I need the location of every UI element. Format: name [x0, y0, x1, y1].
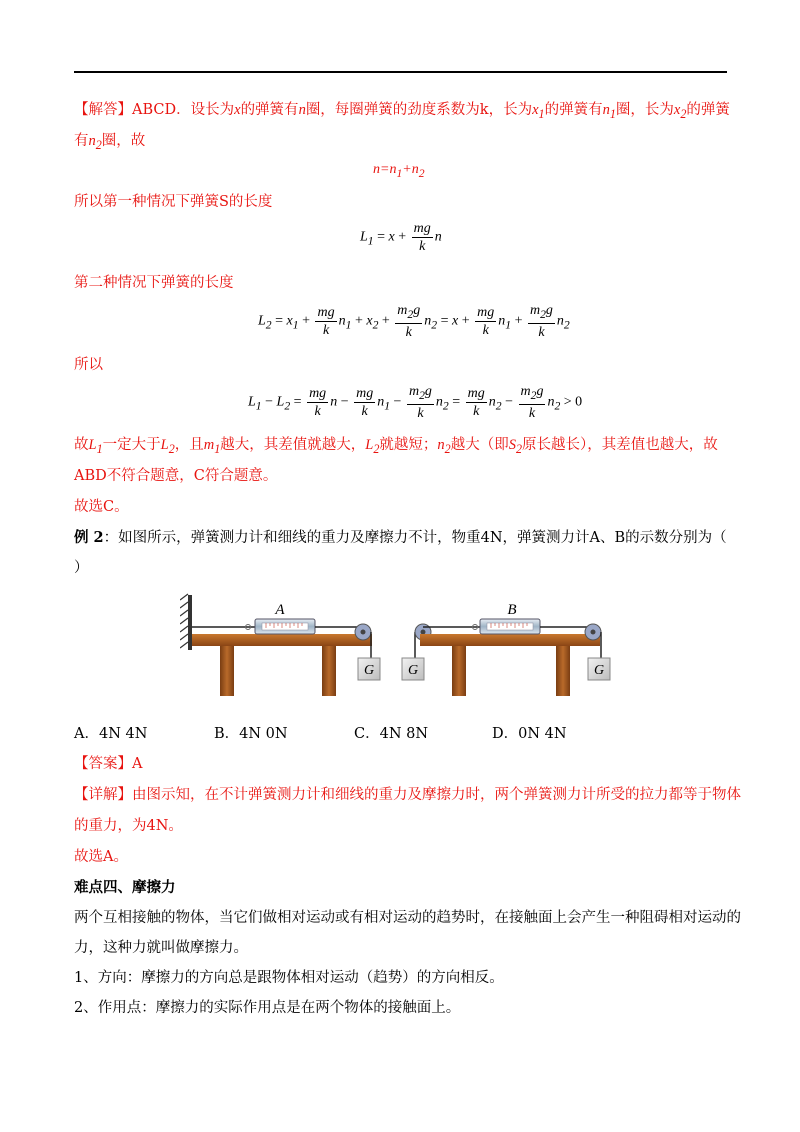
header-rule — [74, 71, 727, 73]
weight-label: G — [363, 663, 375, 678]
point-2: 2、作用点：摩擦力的实际作用点是在两个物体的接触面上。 — [74, 1000, 461, 1016]
paragraph-line-1: 两个互相接触的物体，当它们做相对运动或有相对运动的趋势时，在接触面上会产生一种阻碍相对运动的 — [74, 910, 741, 926]
option-d: D．0N 4N — [492, 726, 567, 742]
scale-window — [262, 623, 308, 630]
solution-line-4: 第二种情况下弹簧的长度 — [74, 275, 234, 291]
explanation-line-2: 的重力，为4N。 — [74, 818, 183, 834]
example-2-question-end: ） — [74, 560, 89, 576]
solution-line-8: 故选C。 — [74, 499, 129, 515]
table-leg — [556, 646, 570, 696]
table-top-b — [420, 634, 600, 646]
solution-line-7: ABD不符合题意，C符合题意。 — [74, 468, 278, 484]
weight-label: G — [407, 663, 419, 678]
solution-line-1: 【解答】ABCD．设长为x的弹簧有n圈，每圈弹簧的劲度系数为k，长为$x_1$的弹簧有$n_1$圈，长为$x_2$的弹簧 — [74, 102, 730, 121]
option-b: B．4N 0N — [214, 726, 288, 742]
equation-L2: $L_2 = x_1$ + $\frac{mg}{k}$ $n_1 + x_2$ + $\frac{m_2g}{k}$ $n_2 = x$ + $\frac{mg}{k}$ $n_1$ + $\frac{m_2g}{k}$ $n_2$ — [258, 303, 570, 340]
setup-b — [402, 602, 610, 696]
setup-a — [180, 594, 380, 696]
equation-L1: $L_1 = x$ + $\frac{mg}{k}$ n — [360, 221, 442, 254]
explanation-line-1: 【详解】由图示知，在不计弹簧测力计和细线的重力及摩擦力时，两个弹簧测力计所受的拉力都等于物体 — [74, 787, 741, 803]
point-1: 1、方向：摩擦力的方向总是跟物体相对运动（趋势）的方向相反。 — [74, 970, 504, 986]
solution-line-5: 所以 — [74, 357, 103, 373]
wall — [188, 595, 192, 650]
weight-label: G — [593, 663, 605, 678]
table-top-a — [192, 634, 372, 646]
option-c: C．4N 8N — [354, 726, 429, 742]
answer-options — [74, 724, 634, 744]
wall-hatching — [180, 594, 188, 648]
example-2-label: 例 2 — [74, 529, 104, 546]
section-heading: 难点四、摩擦力 — [74, 879, 176, 896]
table-leg — [322, 646, 336, 696]
scale-window — [487, 623, 533, 630]
solution-line-3: 所以第一种情况下弹簧S的长度 — [74, 194, 273, 210]
meter-b-label: B — [507, 602, 517, 618]
table-leg — [220, 646, 234, 696]
spring-scale-figure — [180, 590, 620, 700]
solution-line-6: 故$L_1$一定大于$L_2$，且$m_1$越大，其差值就越大，$L_2$就越短；$n_2$越大（即$S_2$原长越长），其差值也越大，故 — [74, 437, 718, 456]
equation-difference: $L_1 - L_2$ = $\frac{mg}{k}$ n − $\frac{mg}{k}$ $n_1$ − $\frac{m_2g}{k}$ $n_2$ = $\frac{mg}{k}$ $n_2$ − $\frac{m_2g}{k}$ $n_2 > 0$ — [248, 384, 583, 421]
example-2-question: 例 2：如图所示，弹簧测力计和细线的重力及摩擦力不计，物重4N，弹簧测力计A、B的示数分别为（ — [74, 529, 727, 546]
paragraph-line-2: 力，这种力就叫做摩擦力。 — [74, 940, 248, 956]
meter-a-label: A — [275, 602, 285, 618]
table-leg — [452, 646, 466, 696]
equation-n: $n=n_1+n_2$ — [373, 162, 425, 180]
solution-line-2: 有$n_2$圈，故 — [74, 133, 146, 152]
answer: 【答案】A — [74, 756, 143, 772]
explanation-choice: 故选A。 — [74, 849, 128, 865]
option-a: A．4N 4N — [74, 726, 148, 742]
